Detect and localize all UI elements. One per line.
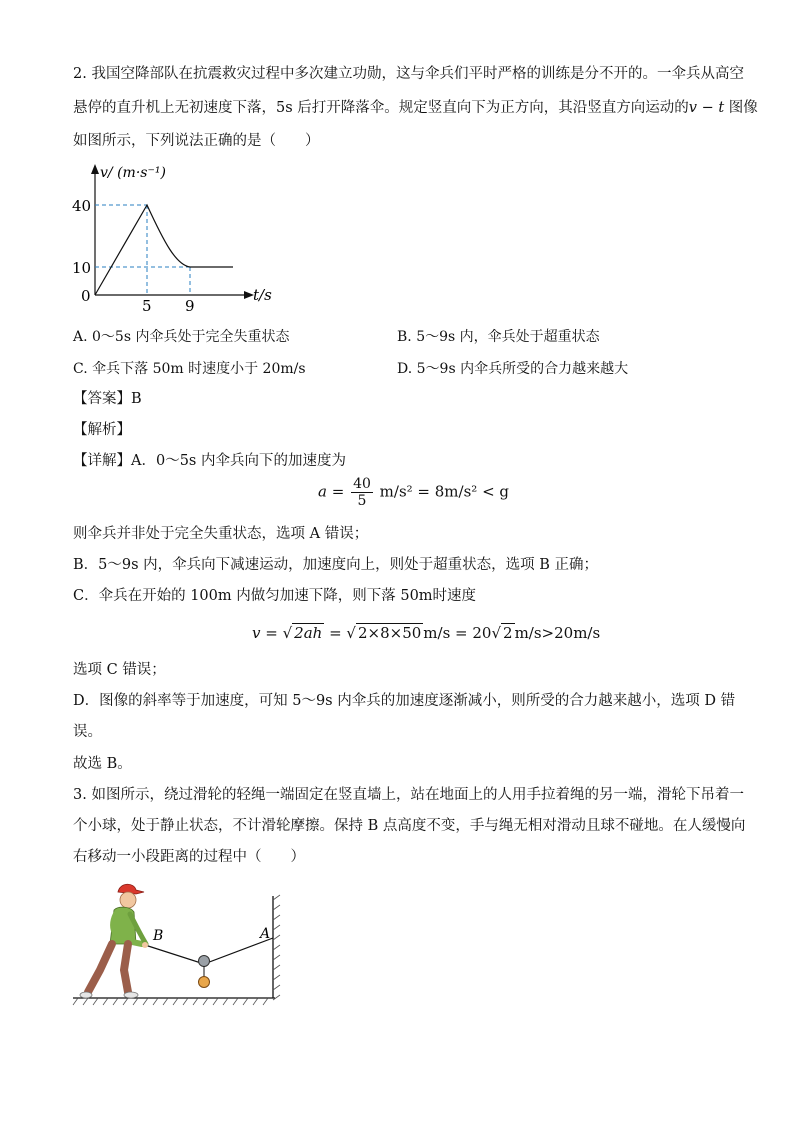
x-axis-label: t/s xyxy=(253,286,272,304)
analysis-label: 【解析】 xyxy=(73,422,131,438)
q2-line-3: 如图所示，下列说法正确的是（ ） xyxy=(73,133,320,149)
eq2-tail: m/s>20m/s xyxy=(514,624,601,642)
equation-1: a = $\frac{40}{5}$ m/s² = 8m/s² < g xyxy=(318,476,510,509)
x-tick-5: 5 xyxy=(142,297,152,315)
eq1-fraction xyxy=(351,476,373,509)
detail-c: C．伞兵在开始的 100m 内做匀加速下降，则下落 50m时速度 xyxy=(73,588,477,604)
detail-a-conclusion: 则伞兵并非处于完全失重状态，选项 A 错误； xyxy=(73,526,369,542)
q2-line-2-tail: 图像 xyxy=(724,100,758,116)
x-tick-9: 9 xyxy=(185,297,195,315)
wall-hatch xyxy=(273,895,280,1000)
detail-c-conclusion: 选项 C 错误； xyxy=(73,662,166,678)
q2-line-2 xyxy=(73,98,758,118)
detail-d-line-1: D．图像的斜率等于加速度，可知 5～9s 内伞兵的加速度逐渐减小，则所受的合力越来越小，选项 D 错 xyxy=(73,693,736,709)
eq1-denominator: 5 xyxy=(357,493,367,509)
y-axis-label: v/ (m·s⁻¹) xyxy=(100,165,166,181)
label-b: B xyxy=(153,928,164,944)
equation-2: v = √ 2ah = √ 2×8×50 m/s = 20√ 2 m/s>20m/s xyxy=(252,624,601,642)
option-d: D. 5～9s 内伞兵所受的合力越来越大 xyxy=(397,361,629,377)
eq1-lhs: a xyxy=(318,482,327,501)
q2-line-1: 2. 我国空降部队在抗震救灾过程中多次建立功勋，这与伞兵们平时严格的训练是分不开的。一伞兵从高空 xyxy=(73,66,744,82)
q2-line-2-text: 悬停的直升机上无初速度下落，5s 后打开降落伞。规定竖直向下为正方向，其沿竖直方向运动的 xyxy=(73,100,689,116)
eq1-rhs: m/s² = 8m/s² < g xyxy=(379,482,510,501)
label-a: A xyxy=(260,926,271,942)
person-figure xyxy=(80,884,148,998)
q3-line-2: 个小球，处于静止状态，不计滑轮摩擦。保持 B 点高度不变，手与绳无相对滑动且球不碰地。在人缓慢向 xyxy=(73,818,746,834)
eq2-lhs: v = xyxy=(252,624,283,642)
q3-line-3: 右移动一小段距离的过程中（ ） xyxy=(73,849,305,865)
y-tick-40: 40 xyxy=(72,197,92,215)
detail-d-line-2: 误。 xyxy=(73,724,102,740)
vt-symbol: v − t xyxy=(688,100,725,116)
vt-curve xyxy=(95,205,233,295)
vt-graph xyxy=(72,160,278,315)
eq2-mid: m/s = 20 xyxy=(423,624,492,642)
detail-b: B．5～9s 内，伞兵向下减速运动，加速度向上，则处于超重状态，选项 B 正确； xyxy=(73,557,599,573)
final-choice: 故选 B。 xyxy=(73,756,132,772)
option-b: B. 5～9s 内，伞兵处于超重状态 xyxy=(397,329,600,345)
y-axis-arrow xyxy=(91,164,99,174)
detail-a-intro: 【详解】A．0～5s 内伞兵向下的加速度为 xyxy=(73,453,346,469)
eq1-numerator: 40 xyxy=(353,476,371,492)
eq2-equals: = xyxy=(324,624,347,642)
eq2-sqrt-1: 2ah xyxy=(294,624,323,642)
option-c: C. 伞兵下落 50m 时速度小于 20m/s xyxy=(73,361,306,377)
answer: 【答案】B xyxy=(73,391,142,407)
ball xyxy=(199,977,210,988)
q3-line-1: 3. 如图所示，绕过滑轮的轻绳一端固定在竖直墙上，站在地面上的人用手拉着绳的另一端，滑轮下吊着一 xyxy=(73,787,744,803)
option-a: A. 0～5s 内伞兵处于完全失重状态 xyxy=(73,329,290,345)
y-tick-10: 10 xyxy=(72,259,92,277)
ground-hatch xyxy=(73,998,268,1005)
eq2-sqrt-3: 2 xyxy=(503,624,513,642)
origin-label: 0 xyxy=(81,287,91,305)
pulley xyxy=(199,956,210,967)
eq2-sqrt-2: 2×8×50 xyxy=(357,624,422,642)
pulley-figure xyxy=(70,878,290,1010)
